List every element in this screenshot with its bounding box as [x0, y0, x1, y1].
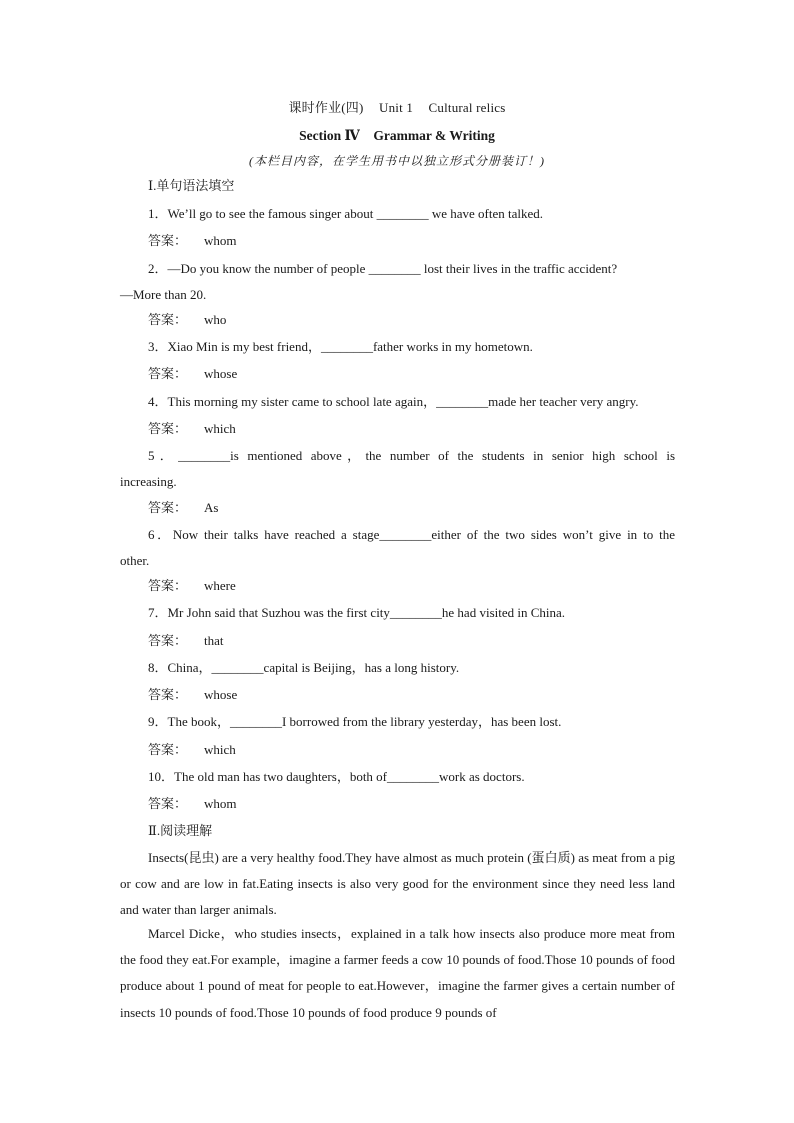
answer-label: 答案： [148, 366, 188, 381]
answer-value: who [204, 312, 227, 327]
answer-label: 答案： [148, 233, 188, 248]
question-6: 6．Now their talks have reached a stage________either of the two sides won’t give in to the [148, 527, 675, 542]
title-cn: 课时作业(四) [288, 100, 364, 115]
question-2: 2．—Do you know the number of people ________ lost their lives in the traffic accident? [148, 261, 618, 276]
answer-value: which [204, 421, 236, 436]
answer-value: whose [204, 687, 238, 702]
unit-label: Unit 1 [378, 100, 414, 115]
unit-title: Cultural relics [428, 100, 506, 115]
reading-paragraph-2: Marcel Dicke，who studies insects，explained in a talk how insects also produce more meat from the food they eat.For example，imagine a farmer feeds a cow 10 pounds of food.Those 10 pounds of food produce about 1 pound of meat for people to eat.However，imagine the farmer gives a certain number of insects 10 pounds of food.Those 10 pounds of food produce 9 pounds of [120, 926, 675, 1020]
answer-value: whom [204, 796, 237, 811]
binding-note: (本栏目内容，在学生用书中以独立形式分册装订！) [249, 154, 545, 168]
section-subtitle: Section Ⅳ Grammar & Writing [299, 128, 495, 143]
answer-label: 答案： [148, 687, 188, 702]
answer-5 [148, 500, 675, 516]
question-1: 1．We’ll go to see the famous singer about ________ we have often talked. [148, 206, 543, 221]
question-10: 10．The old man has two daughters，both of________work as doctors. [148, 769, 525, 784]
answer-value: where [204, 578, 236, 593]
answer-label: 答案： [148, 633, 188, 648]
answer-label: 答案： [148, 578, 188, 593]
answer-value: whom [204, 233, 237, 248]
reading-paragraph-1: Insects(昆虫) are a very healthy food.They have almost as much protein (蛋白质) as meat from a pig or cow and are low in fat.Eating insects is also very good for the environment since they need less land and water than larger animals. [120, 850, 675, 918]
answer-9 [148, 742, 675, 758]
answer-value: which [204, 742, 236, 757]
answer-7 [148, 633, 675, 649]
answer-1 [148, 233, 675, 249]
question-5: 5．________is mentioned above，the number of the students in senior high school is [148, 448, 675, 463]
question-4: 4．This morning my sister came to school late again，________made her teacher very angry. [148, 394, 639, 409]
section2-heading: Ⅱ.阅读理解 [148, 823, 213, 838]
answer-value: whose [204, 366, 238, 381]
section1-heading: Ⅰ.单句语法填空 [148, 178, 235, 193]
answer-value: As [204, 500, 219, 515]
answer-label: 答案： [148, 796, 188, 811]
answer-label: 答案： [148, 742, 188, 757]
question-2-reply: —More than 20. [120, 287, 207, 302]
question-3: 3．Xiao Min is my best friend，________father works in my hometown. [148, 339, 533, 354]
answer-label: 答案： [148, 312, 188, 327]
question-5-cont: increasing. [120, 474, 177, 489]
question-8: 8．China，________capital is Beijing，has a long history. [148, 660, 460, 675]
page-title [0, 97, 794, 116]
answer-3 [148, 366, 675, 382]
answer-6 [148, 578, 675, 594]
answer-label: 答案： [148, 500, 188, 515]
answer-value: that [204, 633, 224, 648]
answer-label: 答案： [148, 421, 188, 436]
answer-10 [148, 796, 675, 812]
answer-2 [148, 312, 675, 328]
question-9: 9．The book，________I borrowed from the library yesterday，has been lost. [148, 714, 562, 729]
answer-4 [148, 421, 675, 437]
answer-8 [148, 687, 675, 703]
question-7: 7．Mr John said that Suzhou was the first city________he had visited in China. [148, 605, 566, 620]
question-6-cont: other. [120, 553, 150, 568]
